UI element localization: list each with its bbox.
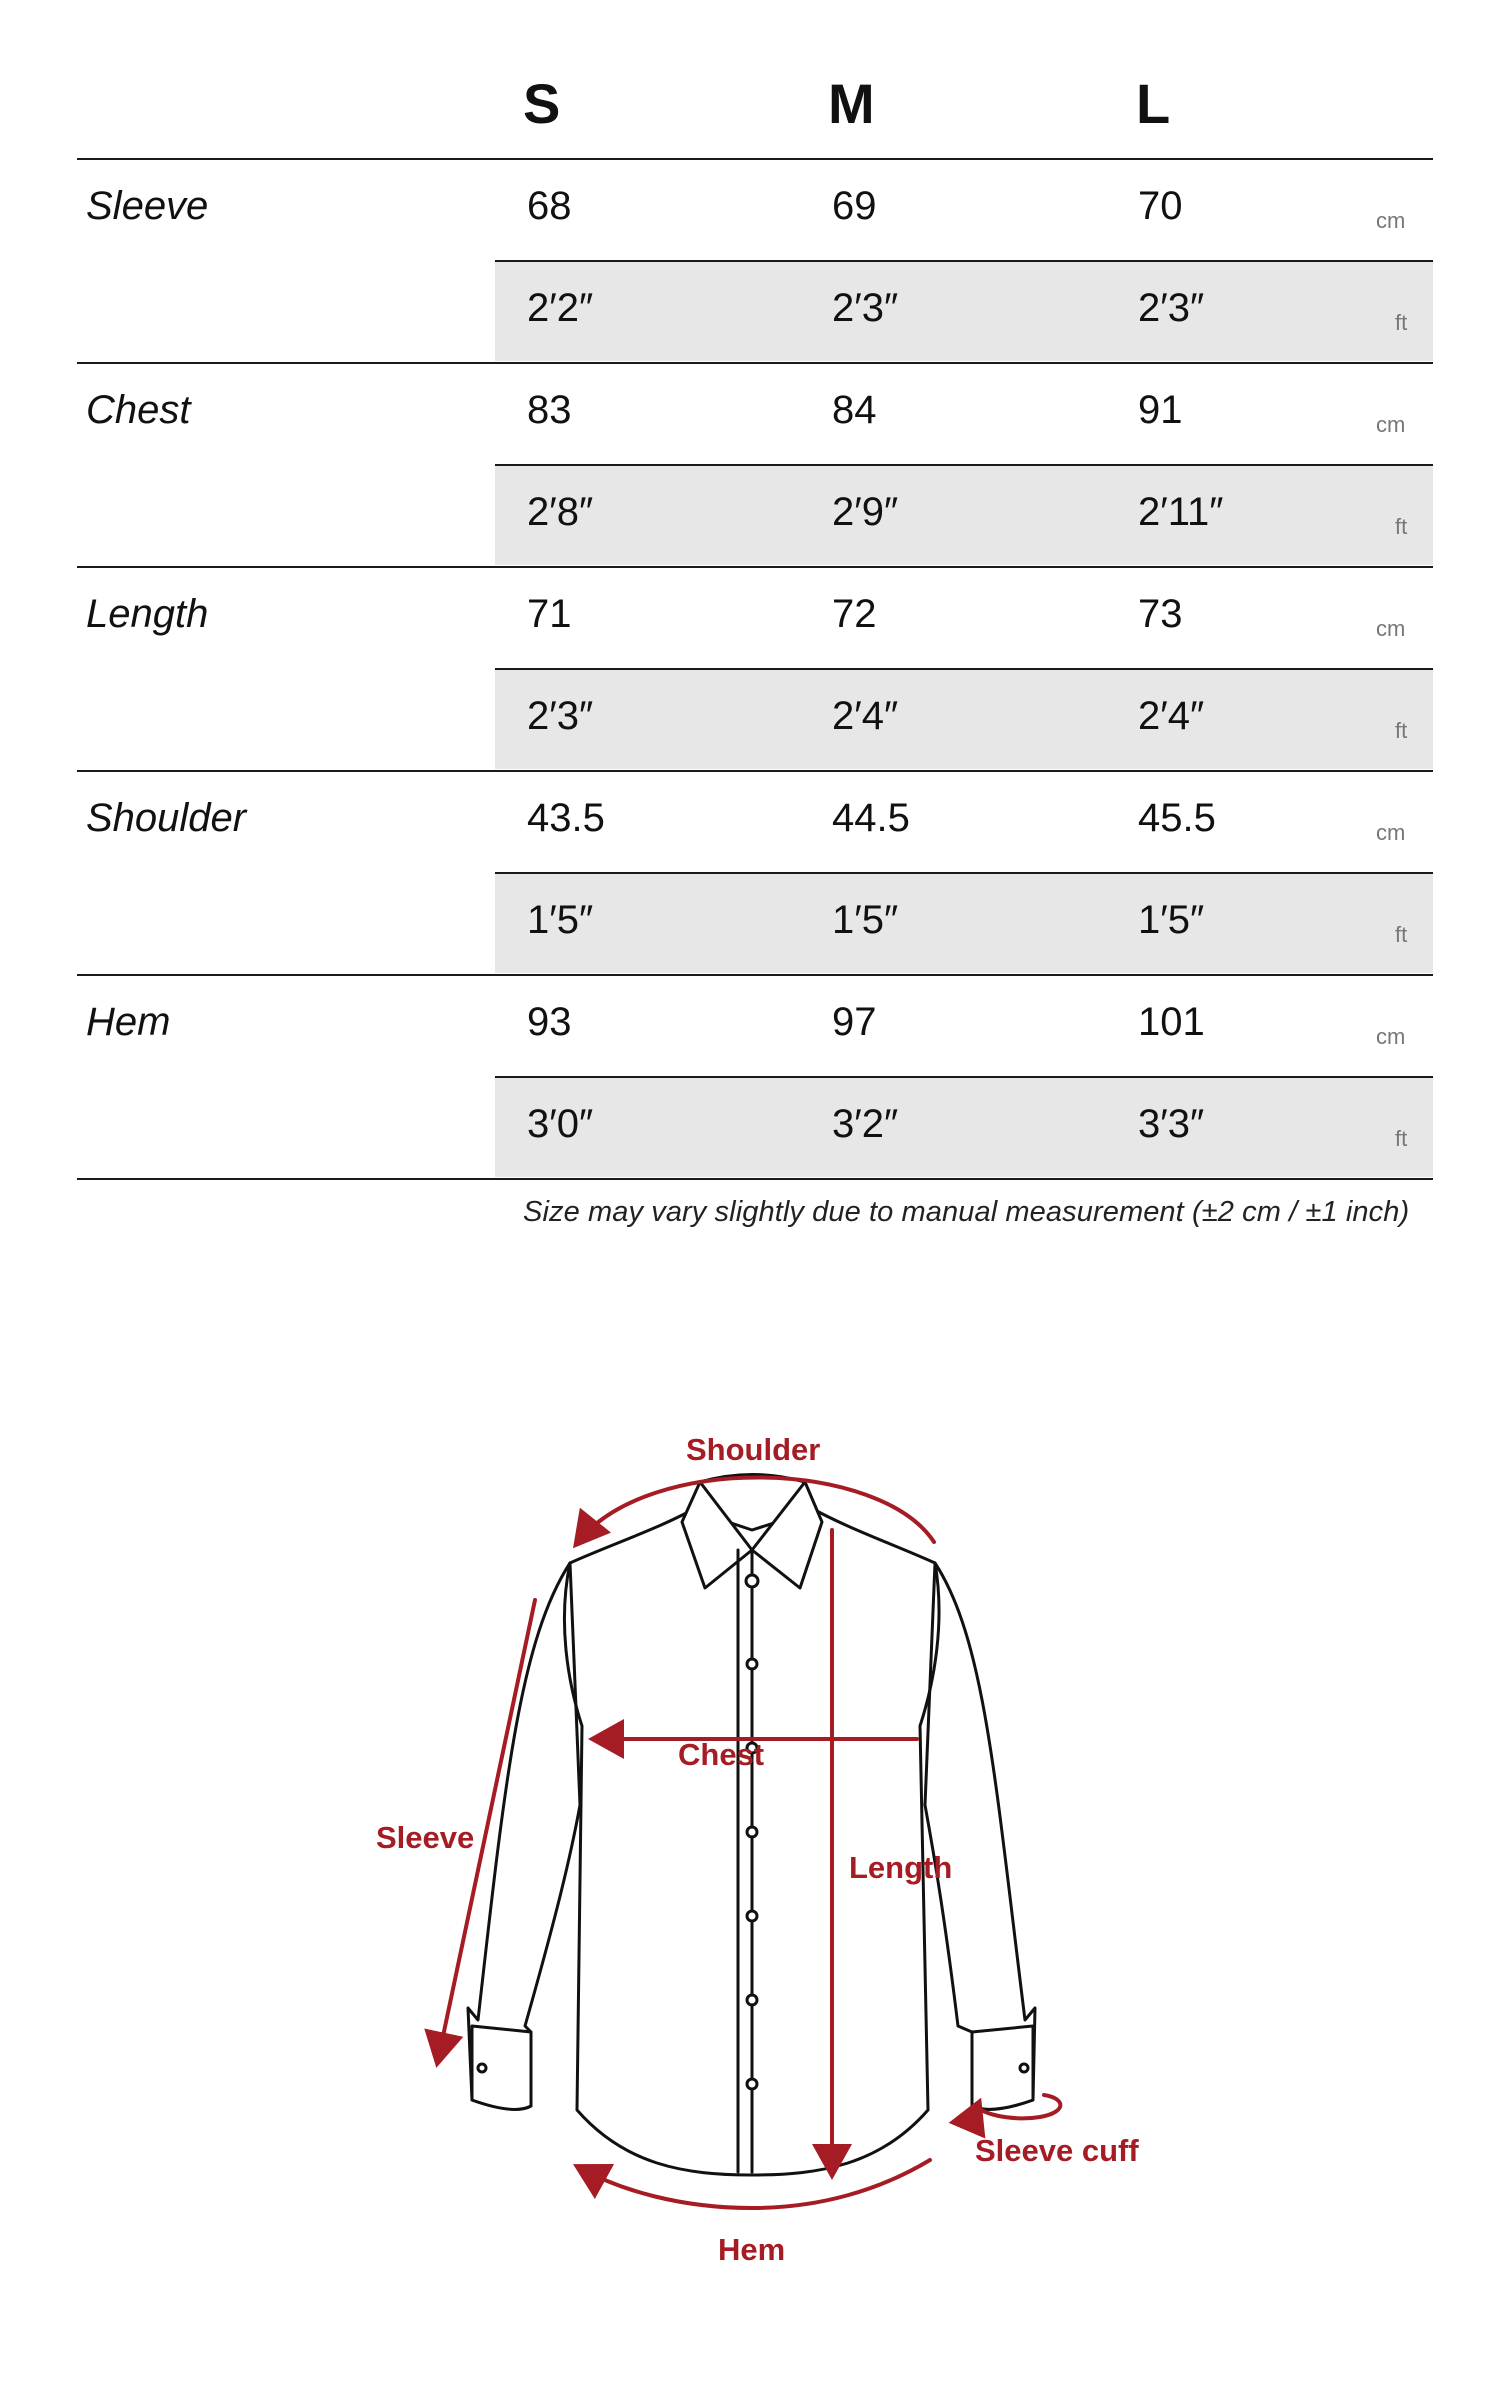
cell-cm: 72 bbox=[832, 592, 877, 636]
section-rule bbox=[77, 566, 1433, 568]
unit-ft: ft bbox=[1395, 310, 1408, 335]
cell-cm: 93 bbox=[527, 1000, 572, 1044]
length-label: Length bbox=[849, 1850, 953, 1885]
chest-label: Chest bbox=[678, 1737, 765, 1772]
ft-row-band bbox=[495, 873, 1433, 973]
cell-cm: 68 bbox=[527, 184, 572, 228]
cell-ft: 3′0″ bbox=[527, 1102, 594, 1146]
cell-ft: 2′4″ bbox=[832, 694, 899, 738]
hem-label: Hem bbox=[718, 2232, 786, 2267]
cell-cm: 91 bbox=[1138, 388, 1183, 432]
ft-row-band bbox=[495, 669, 1433, 769]
size-header-l: L bbox=[1136, 72, 1171, 135]
cell-ft: 2′3″ bbox=[527, 694, 594, 738]
cell-ft: 2′3″ bbox=[1138, 286, 1205, 330]
cell-cm: 69 bbox=[832, 184, 877, 228]
row-divider bbox=[495, 1076, 1433, 1078]
row-label-length: Length bbox=[86, 592, 209, 636]
cell-ft: 2′3″ bbox=[832, 286, 899, 330]
button-icon bbox=[747, 1659, 757, 1669]
table-top-rule bbox=[77, 158, 1433, 160]
cell-cm: 70 bbox=[1138, 184, 1183, 228]
row-label-hem: Hem bbox=[86, 1000, 171, 1044]
row-divider bbox=[495, 464, 1433, 466]
button-icon bbox=[747, 2079, 757, 2089]
section-rule bbox=[77, 362, 1433, 364]
cell-cm: 83 bbox=[527, 388, 572, 432]
cuff-button-icon bbox=[1020, 2064, 1028, 2072]
cell-ft: 2′9″ bbox=[832, 490, 899, 534]
cell-ft: 2′4″ bbox=[1138, 694, 1205, 738]
cell-cm: 97 bbox=[832, 1000, 877, 1044]
section-rule bbox=[77, 1178, 1433, 1180]
button-icon bbox=[746, 1575, 758, 1587]
measurement-note: Size may vary slightly due to manual measurement (±2 cm / ±1 inch) bbox=[523, 1196, 1410, 1228]
cell-ft: 3′2″ bbox=[832, 1102, 899, 1146]
cell-cm: 84 bbox=[832, 388, 877, 432]
button-icon bbox=[747, 1995, 757, 2005]
size-header-s: S bbox=[523, 72, 561, 135]
sleeve-label: Sleeve bbox=[376, 1820, 475, 1855]
button-icon bbox=[747, 1911, 757, 1921]
cell-cm: 71 bbox=[527, 592, 572, 636]
ft-row-band bbox=[495, 465, 1433, 565]
row-label-shoulder: Shoulder bbox=[86, 796, 247, 840]
size-header-m: M bbox=[828, 72, 875, 135]
ft-row-band bbox=[495, 261, 1433, 361]
ft-row-band bbox=[495, 1077, 1433, 1177]
row-divider bbox=[495, 260, 1433, 262]
row-label-sleeve: Sleeve bbox=[86, 184, 209, 228]
cell-cm: 43.5 bbox=[527, 796, 605, 840]
cell-cm: 45.5 bbox=[1138, 796, 1216, 840]
unit-cm: cm bbox=[1376, 1024, 1406, 1049]
cell-cm: 44.5 bbox=[832, 796, 910, 840]
button-icon bbox=[747, 1827, 757, 1837]
section-rule bbox=[77, 770, 1433, 772]
cell-cm: 73 bbox=[1138, 592, 1183, 636]
cell-ft: 1′5″ bbox=[832, 898, 899, 942]
row-divider bbox=[495, 872, 1433, 874]
cell-ft: 2′8″ bbox=[527, 490, 594, 534]
row-divider bbox=[495, 668, 1433, 670]
cell-ft: 2′2″ bbox=[527, 286, 594, 330]
unit-ft: ft bbox=[1395, 718, 1408, 743]
row-label-chest: Chest bbox=[86, 388, 191, 432]
cell-ft: 3′3″ bbox=[1138, 1102, 1205, 1146]
unit-cm: cm bbox=[1376, 820, 1406, 845]
shirt-diagram-svg bbox=[0, 1260, 1500, 2400]
cell-ft: 2′11″ bbox=[1138, 490, 1224, 534]
unit-cm: cm bbox=[1376, 616, 1406, 641]
cuff-button-icon bbox=[478, 2064, 486, 2072]
shirt-measurement-diagram bbox=[0, 1260, 1500, 2400]
unit-ft: ft bbox=[1395, 514, 1408, 539]
sleeve-cuff-label: Sleeve cuff bbox=[975, 2133, 1139, 2168]
section-rule bbox=[77, 974, 1433, 976]
unit-ft: ft bbox=[1395, 922, 1408, 947]
cell-ft: 1′5″ bbox=[527, 898, 594, 942]
cell-ft: 1′5″ bbox=[1138, 898, 1205, 942]
shoulder-label: Shoulder bbox=[686, 1432, 821, 1467]
unit-ft: ft bbox=[1395, 1126, 1408, 1151]
unit-cm: cm bbox=[1376, 208, 1406, 233]
cell-cm: 101 bbox=[1138, 1000, 1205, 1044]
unit-cm: cm bbox=[1376, 412, 1406, 437]
